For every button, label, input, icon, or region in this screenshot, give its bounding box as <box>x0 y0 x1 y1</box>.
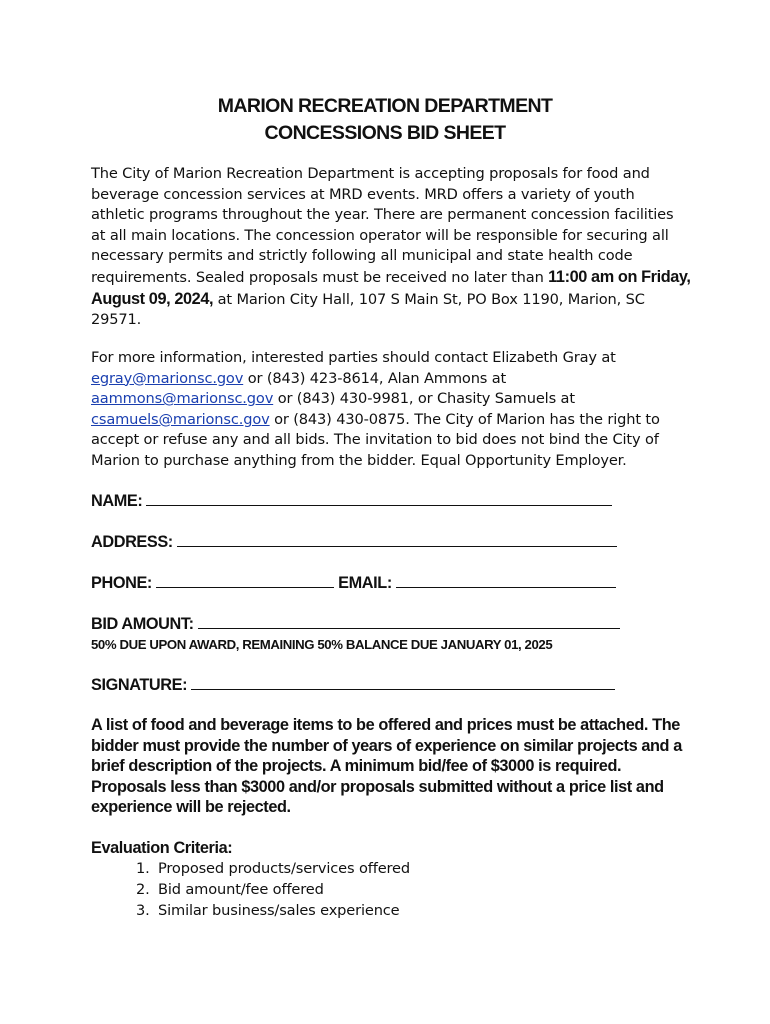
address-field-row <box>91 533 617 552</box>
signature-input-line[interactable] <box>191 677 615 690</box>
criteria-number: 1. <box>136 860 150 877</box>
address-input-line[interactable] <box>177 534 617 547</box>
address-label: ADDRESS: <box>91 533 173 551</box>
signature-field-row <box>91 676 615 695</box>
name-label: NAME: <box>91 492 143 510</box>
phone-label: PHONE: <box>91 574 152 592</box>
contact-text-1: For more information, interested parties should contact Elizabeth Gray at <box>91 349 616 366</box>
criteria-list-item <box>136 881 324 898</box>
email-label: EMAIL: <box>338 574 392 592</box>
criteria-text: Proposed products/services offered <box>158 860 411 877</box>
document-title-line1: MARION RECREATION DEPARTMENT <box>217 95 553 117</box>
criteria-number: 2. <box>136 881 150 898</box>
payment-note: 50% DUE UPON AWARD, REMAINING 50% BALANCE DUE JANUARY 01, 2025 <box>91 637 553 652</box>
document-title-line2: CONCESSIONS BID SHEET <box>264 122 506 144</box>
intro-location-text: at Marion City Hall, 107 S Main St, PO Box 1190, Marion, SC 29571. <box>91 290 645 329</box>
criteria-list-item <box>136 902 400 919</box>
intro-paragraph <box>91 164 691 331</box>
evaluation-criteria-heading: Evaluation Criteria: <box>91 839 233 857</box>
criteria-text: Bid amount/fee offered <box>158 881 324 898</box>
contact-paragraph <box>91 348 691 472</box>
criteria-text: Similar business/sales experience <box>158 902 400 919</box>
email-input-line[interactable] <box>396 575 616 588</box>
signature-label: SIGNATURE: <box>91 676 188 694</box>
email-link-aammons[interactable]: aammons@marionsc.gov <box>91 390 274 408</box>
contact-text-2: or (843) 423-8614, Alan Ammons at <box>247 369 507 387</box>
contact-text-4: or (843) 430-0875. The City of Marion has the right to accept or refuse any and all bids. The invitation to bid does not bind the City of Marion to purchase anything from the bidder. Equal Opportunity Employer. <box>91 410 660 469</box>
criteria-number: 3. <box>136 902 150 919</box>
contact-text-3: or (843) 430-9981, or Chasity Samuels at <box>277 390 575 408</box>
intro-text: The City of Marion Recreation Department is accepting proposals for food and beverage concession services at MRD events. MRD offers a variety of youth athletic programs throughout the year. There are permanent concession facilities at all main locations. The concession operator will be responsible for securing all necessary permits and strictly following all municipal and state health code requirements. Sealed proposals must be received no later than <box>91 165 674 286</box>
criteria-list-item <box>136 860 410 877</box>
phone-input-line[interactable] <box>156 575 334 588</box>
name-field-row <box>91 492 612 511</box>
deadline-text: 11:00 am on Friday, August 09, 2024, <box>91 267 691 308</box>
email-link-egray[interactable]: egray@marionsc.gov <box>91 369 244 387</box>
bid-amount-field-row <box>91 615 620 634</box>
email-link-csamuels[interactable]: csamuels@marionsc.gov <box>91 410 270 428</box>
requirements-paragraph: A list of food and beverage items to be offered and prices must be attached. The bidder must provide the number of years of experience on similar projects and a brief description of the projects. A minimum bid/fee of $3000 is required. Proposals less than $3000 and/or proposals submitted without a price list and experience will be rejected. <box>91 716 682 817</box>
bid-amount-input-line[interactable] <box>198 616 620 629</box>
name-input-line[interactable] <box>146 493 612 506</box>
phone-email-field-row <box>91 574 616 593</box>
bid-amount-label: BID AMOUNT: <box>91 615 194 633</box>
